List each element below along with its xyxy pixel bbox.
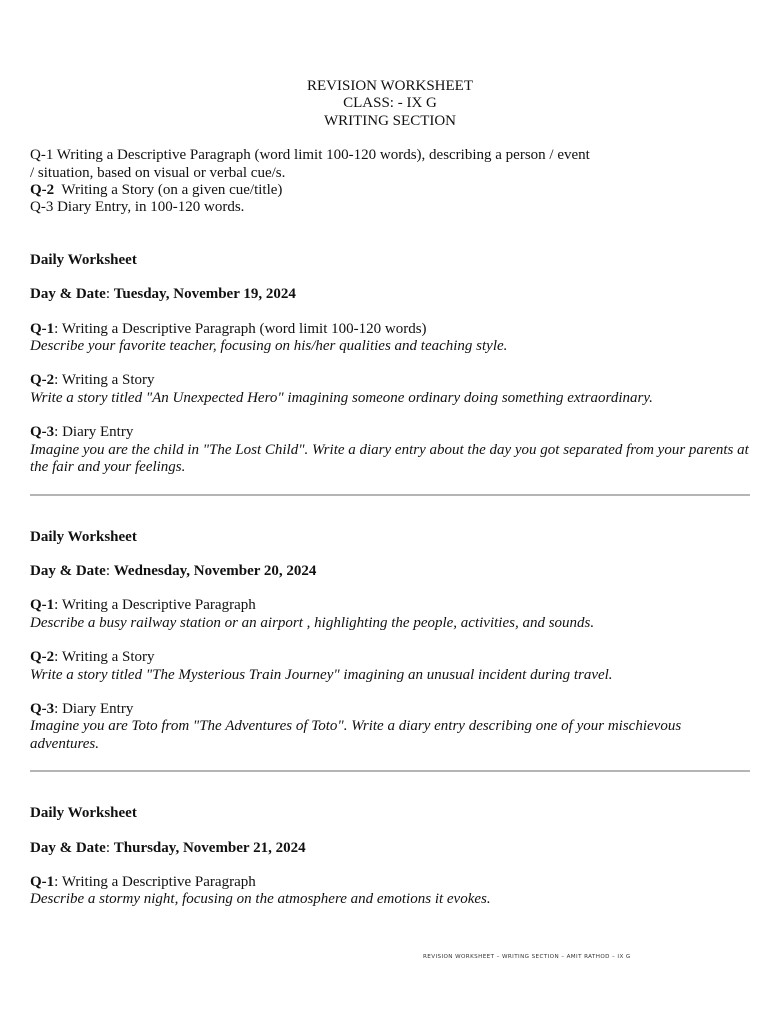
question-prompt: Imagine you are Toto from "The Adventures of Toto". Write a diary entry describing one of your mischievous adventures.	[30, 718, 682, 752]
question-type: : Diary Entry	[54, 700, 134, 717]
question-prompt: Describe a busy railway station or an airport , highlighting the people, activities, and sounds.	[30, 614, 595, 631]
question-overview	[30, 147, 750, 217]
question-label: Q-3	[30, 424, 55, 441]
question-type: : Diary Entry	[54, 424, 134, 441]
question-type: : Writing a Descriptive Paragraph	[54, 873, 256, 890]
worksheet-title: Daily Worksheet	[30, 528, 137, 545]
worksheet-date: Day & Date: Wednesday, November 20, 2024	[30, 562, 317, 579]
worksheet-title: Daily Worksheet	[30, 251, 137, 268]
document-header	[30, 78, 750, 130]
question	[30, 321, 750, 356]
question-heading	[30, 701, 750, 718]
question	[30, 701, 750, 753]
question-label: Q-2	[30, 649, 55, 666]
overview-q1: Q-1 Writing a Descriptive Paragraph (word limit 100-120 words), describing a person / event	[30, 147, 590, 164]
date-value: Tuesday, November 19, 2024	[113, 286, 296, 303]
header-title: REVISION WORKSHEET	[307, 78, 473, 94]
worksheet-date: Day & Date: Tuesday, November 19, 2024	[30, 286, 296, 303]
spacer	[30, 496, 750, 529]
date-value: Wednesday, November 20, 2024	[113, 562, 317, 579]
question-type: : Writing a Descriptive Paragraph (word limit 100-120 words)	[54, 320, 427, 337]
question-prompt: Write a story titled "The Mysterious Train Journey" imagining an unusual incident during travel.	[30, 666, 613, 683]
question-label: Q-1	[30, 320, 55, 337]
question-type: : Writing a Story	[54, 649, 155, 666]
header-section: WRITING SECTION	[323, 112, 457, 129]
question-type: : Writing a Story	[54, 372, 155, 389]
question	[30, 874, 750, 909]
overview-q3: Q-3 Diary Entry, in 100-120 words.	[30, 199, 245, 216]
question-label: Q-1	[30, 873, 55, 890]
question-type: : Writing a Descriptive Paragraph	[54, 597, 256, 614]
question-heading	[30, 372, 750, 389]
question	[30, 424, 750, 476]
daily-worksheet	[30, 529, 750, 754]
question-prompt: Write a story titled "An Unexpected Hero" imagining someone ordinary doing something extraordinary.	[30, 389, 653, 406]
question-heading	[30, 424, 750, 441]
header-class: CLASS: - IX G	[343, 95, 437, 112]
worksheet-content	[30, 78, 750, 909]
overview-q1-continued: / situation, based on visual or verbal cue/s.	[30, 164, 286, 181]
page-footer: REVISION WORKSHEET – WRITING SECTION – AMIT RATHOD – IX G	[423, 954, 631, 960]
date-label: Day & Date	[30, 839, 106, 856]
question-prompt: Describe your favorite teacher, focusing on his/her qualities and teaching style.	[30, 338, 508, 355]
worksheet-title: Daily Worksheet	[30, 805, 137, 822]
question-prompt: Describe a stormy night, focusing on the atmosphere and emotions it evokes.	[30, 891, 491, 908]
daily-worksheet	[30, 252, 750, 477]
daily-worksheet	[30, 805, 750, 909]
question-prompt: Imagine you are the child in "The Lost Child". Write a diary entry about the day you got separated from your parents at the fair and your feelings.	[30, 441, 749, 476]
question-heading	[30, 321, 750, 338]
question-heading	[30, 597, 750, 614]
date-value: Thursday, November 21, 2024	[113, 839, 306, 856]
date-label: Day & Date	[30, 286, 106, 303]
question-label: Q-3	[30, 700, 55, 717]
spacer	[30, 217, 750, 252]
worksheet-date: Day & Date: Thursday, November 21, 2024	[30, 839, 306, 856]
overview-q2-text: Writing a Story (on a given cue/title)	[54, 182, 283, 199]
question	[30, 649, 750, 684]
question-heading	[30, 874, 750, 891]
question-heading	[30, 649, 750, 666]
date-label: Day & Date	[30, 562, 106, 579]
overview-q2-label: Q-2	[30, 182, 55, 199]
question	[30, 597, 750, 632]
question-label: Q-2	[30, 372, 55, 389]
overview-q2	[30, 182, 750, 199]
question	[30, 372, 750, 407]
spacer	[30, 772, 750, 805]
question-label: Q-1	[30, 597, 55, 614]
